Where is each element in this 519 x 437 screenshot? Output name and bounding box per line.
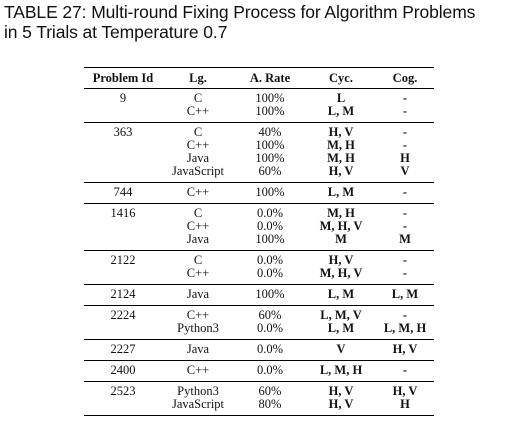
cell-acceptance-rate: 0.0% xyxy=(256,253,284,267)
cell-acceptance-rate: 100% xyxy=(255,287,285,301)
cell-cyclomatic: L, M xyxy=(327,104,355,118)
cell-problem-id: 363 xyxy=(113,125,133,139)
table-row xyxy=(84,251,434,268)
cell-acceptance-rate: 0.0% xyxy=(256,219,284,233)
cell-acceptance-rate: 100% xyxy=(255,138,285,152)
header-acceptance-rate: A. Rate xyxy=(249,70,291,85)
cell-cyclomatic: L, M xyxy=(327,185,355,199)
header-problem-id: Problem Id xyxy=(92,70,154,85)
cell-cyclomatic: M xyxy=(335,232,347,246)
cell-cognitive: V xyxy=(400,164,410,178)
cell-cognitive: - xyxy=(402,185,408,199)
cell-language: C++ xyxy=(186,308,210,322)
cell-language: C++ xyxy=(186,363,210,377)
cell-problem-id xyxy=(84,267,162,285)
cell-language: C++ xyxy=(186,104,210,118)
table-row xyxy=(84,183,434,204)
cell-problem-id xyxy=(84,139,162,152)
cell-problem-id: 2124 xyxy=(110,287,136,301)
cell-cyclomatic: M, H, V xyxy=(319,219,363,233)
results-table xyxy=(84,67,434,416)
table-row xyxy=(84,340,434,361)
table-row xyxy=(84,285,434,306)
cell-acceptance-rate: 60% xyxy=(258,384,282,398)
cell-acceptance-rate: 60% xyxy=(258,308,282,322)
problem-group xyxy=(84,306,434,340)
cell-problem-id: 744 xyxy=(113,185,133,199)
cell-language: C xyxy=(193,253,203,267)
cell-cyclomatic: M, H xyxy=(327,138,355,152)
cell-language: Java xyxy=(186,232,210,246)
caption-line-2: in 5 Trials at Temperature 0.7 xyxy=(4,22,228,42)
cell-cognitive: - xyxy=(402,206,408,220)
cell-cyclomatic: H, V xyxy=(328,164,354,178)
table-row xyxy=(84,123,434,140)
header-cognitive: Cog. xyxy=(392,70,418,85)
table-row xyxy=(84,233,434,251)
cell-problem-id: 2224 xyxy=(110,308,136,322)
problem-group xyxy=(84,204,434,251)
cell-acceptance-rate: 0.0% xyxy=(256,266,284,280)
cell-problem-id xyxy=(84,398,162,416)
cell-language: C++ xyxy=(186,266,210,280)
cell-cognitive: H xyxy=(400,397,410,411)
cell-cyclomatic: L xyxy=(336,91,346,105)
cell-cyclomatic: L, M xyxy=(327,287,355,301)
table-row xyxy=(84,165,434,183)
cell-cognitive: - xyxy=(402,219,408,233)
cell-acceptance-rate: 60% xyxy=(258,164,282,178)
header-row xyxy=(84,68,434,89)
cell-problem-id xyxy=(84,233,162,251)
cell-cognitive: - xyxy=(402,363,408,377)
cell-language: C xyxy=(193,206,203,220)
cell-language: C++ xyxy=(186,219,210,233)
cell-acceptance-rate: 100% xyxy=(255,185,285,199)
cell-problem-id: 2523 xyxy=(110,384,136,398)
cell-problem-id xyxy=(84,220,162,233)
problem-group xyxy=(84,251,434,285)
cell-cognitive: H xyxy=(400,151,410,165)
cell-cognitive: - xyxy=(402,266,408,280)
table-row xyxy=(84,398,434,416)
cell-problem-id xyxy=(84,105,162,123)
cell-cognitive: - xyxy=(402,308,408,322)
table-row xyxy=(84,89,434,106)
cell-language: C xyxy=(193,125,203,139)
cell-problem-id: 2227 xyxy=(110,342,136,356)
cell-cyclomatic: H, V xyxy=(328,397,354,411)
cell-cyclomatic: M, H xyxy=(327,206,355,220)
cell-language: Java xyxy=(186,287,210,301)
cell-acceptance-rate: 100% xyxy=(255,104,285,118)
table-caption xyxy=(4,2,516,42)
table-row xyxy=(84,361,434,382)
cell-acceptance-rate: 0.0% xyxy=(256,321,284,335)
cell-cyclomatic: H, V xyxy=(328,384,354,398)
cell-cognitive: L, M xyxy=(391,287,419,301)
table-row xyxy=(84,204,434,221)
cell-cyclomatic: V xyxy=(336,342,346,356)
cell-language: Java xyxy=(186,342,210,356)
cell-acceptance-rate: 0.0% xyxy=(256,363,284,377)
cell-acceptance-rate: 100% xyxy=(255,232,285,246)
caption-line-1: TABLE 27: Multi-round Fixing Process for Algorithm Problems xyxy=(4,2,476,22)
cell-cognitive: H, V xyxy=(392,384,418,398)
table-row xyxy=(84,267,434,285)
cell-language: C++ xyxy=(186,138,210,152)
cell-cognitive: - xyxy=(402,125,408,139)
cell-language: Java xyxy=(186,151,210,165)
problem-group xyxy=(84,361,434,382)
problem-group xyxy=(84,340,434,361)
cell-cognitive: M xyxy=(399,232,411,246)
cell-language: C++ xyxy=(186,185,210,199)
cell-cyclomatic: L, M, H xyxy=(319,363,363,377)
cell-problem-id: 2122 xyxy=(110,253,136,267)
cell-acceptance-rate: 40% xyxy=(258,125,282,139)
cell-cognitive: L, M, H xyxy=(383,321,427,335)
problem-group xyxy=(84,285,434,306)
cell-language: C xyxy=(193,91,203,105)
cell-acceptance-rate: 0.0% xyxy=(256,342,284,356)
cell-language: JavaScript xyxy=(171,164,225,178)
problem-group xyxy=(84,89,434,123)
cell-problem-id xyxy=(84,152,162,165)
problem-group xyxy=(84,183,434,204)
cell-cyclomatic: M, H xyxy=(327,151,355,165)
header-language: Lg. xyxy=(189,70,207,85)
cell-acceptance-rate: 0.0% xyxy=(256,206,284,220)
cell-cognitive: H, V xyxy=(392,342,418,356)
table-header xyxy=(84,68,434,89)
cell-cyclomatic: L, M, V xyxy=(320,308,362,322)
cell-cognitive: - xyxy=(402,138,408,152)
cell-problem-id xyxy=(84,165,162,183)
cell-acceptance-rate: 100% xyxy=(255,151,285,165)
cell-cognitive: - xyxy=(402,104,408,118)
cell-cyclomatic: H, V xyxy=(328,253,354,267)
header-cyclomatic: Cyc. xyxy=(329,70,353,85)
cell-language: JavaScript xyxy=(171,397,225,411)
cell-cognitive: - xyxy=(402,253,408,267)
problem-group xyxy=(84,382,434,416)
cell-cyclomatic: H, V xyxy=(328,125,354,139)
cell-cyclomatic: L, M xyxy=(327,321,355,335)
cell-cognitive: - xyxy=(402,91,408,105)
cell-problem-id: 2400 xyxy=(110,363,136,377)
cell-language: Python3 xyxy=(177,384,219,398)
cell-acceptance-rate: 100% xyxy=(255,91,285,105)
cell-acceptance-rate: 80% xyxy=(258,397,282,411)
cell-problem-id xyxy=(84,322,162,340)
table-row xyxy=(84,322,434,340)
cell-cyclomatic: M, H, V xyxy=(319,266,363,280)
cell-language: Python3 xyxy=(177,321,219,335)
cell-problem-id: 9 xyxy=(119,91,127,105)
table-row xyxy=(84,306,434,323)
cell-problem-id: 1416 xyxy=(110,206,136,220)
problem-group xyxy=(84,123,434,183)
table-row xyxy=(84,382,434,399)
table-row xyxy=(84,105,434,123)
